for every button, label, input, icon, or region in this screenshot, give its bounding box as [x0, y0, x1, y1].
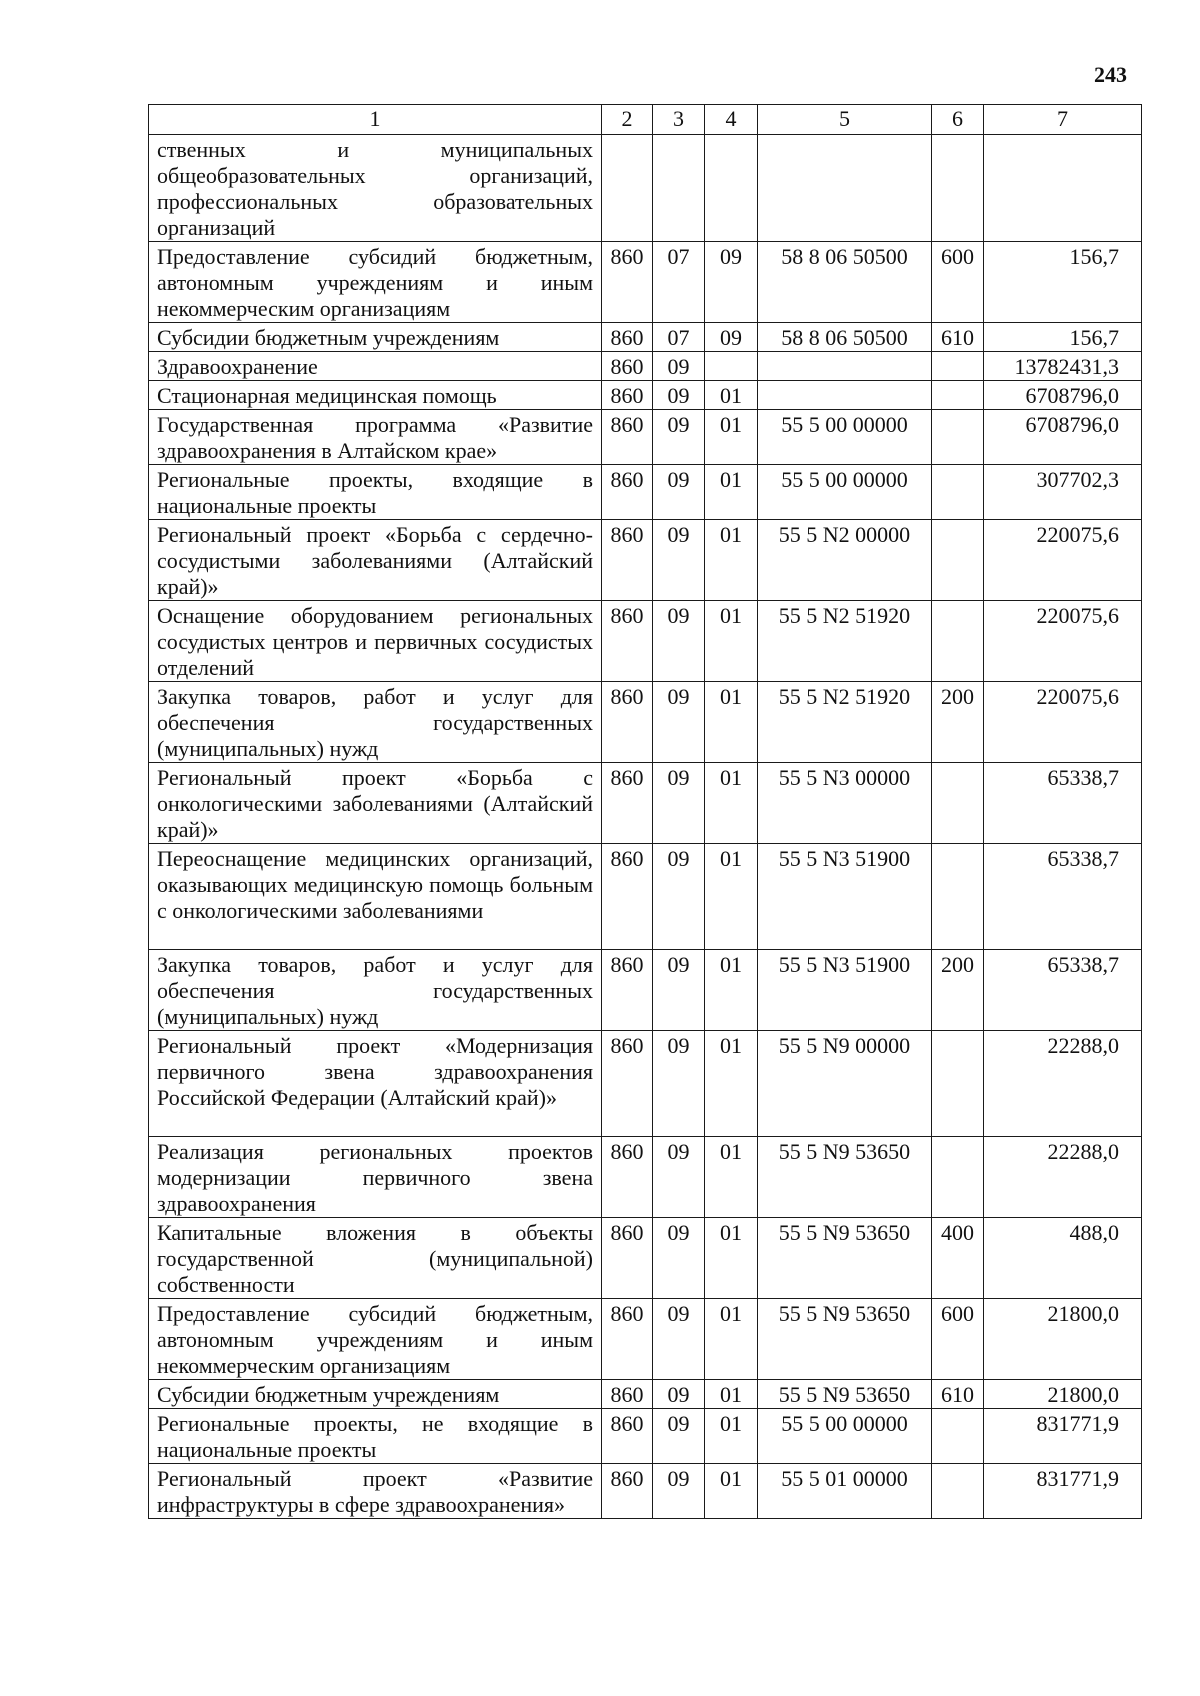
table-row — [149, 1380, 1142, 1409]
table-row — [149, 844, 1142, 950]
table-header — [149, 105, 1142, 135]
cell-amount: 6708796,0 — [984, 381, 1142, 410]
cell-section: 09 — [653, 1380, 705, 1409]
cell-target: 55 5 N2 51920 — [758, 682, 932, 763]
cell-expense-type: 610 — [932, 1380, 984, 1409]
cell-ministry — [602, 135, 653, 242]
cell-section: 09 — [653, 1464, 705, 1519]
cell-amount: 22288,0 — [984, 1137, 1142, 1218]
cell-amount: 21800,0 — [984, 1299, 1142, 1380]
table-row — [149, 1464, 1142, 1519]
cell-name: Стационарная медицинская помощь — [149, 381, 602, 410]
cell-name: ственных и муниципальных общеобразовательных организаций, профессиональных образовательных организаций — [149, 135, 602, 242]
cell-target: 55 5 N9 00000 — [758, 1031, 932, 1137]
cell-target: 55 5 N9 53650 — [758, 1299, 932, 1380]
cell-section: 09 — [653, 352, 705, 381]
table-row — [149, 352, 1142, 381]
cell-section: 09 — [653, 763, 705, 844]
cell-target — [758, 381, 932, 410]
table-row — [149, 381, 1142, 410]
cell-name: Здравоохранение — [149, 352, 602, 381]
table-body — [149, 135, 1142, 1519]
cell-subsection: 09 — [705, 323, 758, 352]
cell-target: 55 5 N9 53650 — [758, 1137, 932, 1218]
table-row — [149, 242, 1142, 323]
table-row — [149, 682, 1142, 763]
cell-name: Переоснащение медицинских организаций, оказывающих медицинскую помощь больным с онкологическими заболеваниями — [149, 844, 602, 950]
cell-ministry: 860 — [602, 682, 653, 763]
cell-name: Закупка товаров, работ и услуг для обеспечения государственных (муниципальных) нужд — [149, 950, 602, 1031]
table-row — [149, 1218, 1142, 1299]
cell-target: 55 5 N3 00000 — [758, 763, 932, 844]
cell-name: Капитальные вложения в объекты государственной (муниципальной) собственности — [149, 1218, 602, 1299]
cell-ministry: 860 — [602, 410, 653, 465]
cell-name: Субсидии бюджетным учреждениям — [149, 323, 602, 352]
table-row — [149, 1031, 1142, 1137]
cell-expense-type: 200 — [932, 682, 984, 763]
cell-name: Реализация региональных проектов модернизации первичного звена здравоохранения — [149, 1137, 602, 1218]
cell-expense-type — [932, 1409, 984, 1464]
cell-target: 55 5 N9 53650 — [758, 1218, 932, 1299]
column-header-expense-type: 6 — [932, 105, 984, 135]
cell-amount: 6708796,0 — [984, 410, 1142, 465]
cell-amount: 65338,7 — [984, 950, 1142, 1031]
cell-subsection: 01 — [705, 465, 758, 520]
cell-subsection: 01 — [705, 1218, 758, 1299]
cell-name: Предоставление субсидий бюджетным, автономным учреждениям и иным некоммерческим организациям — [149, 242, 602, 323]
cell-subsection: 01 — [705, 601, 758, 682]
cell-subsection: 01 — [705, 1380, 758, 1409]
column-header-ministry: 2 — [602, 105, 653, 135]
cell-ministry: 860 — [602, 1299, 653, 1380]
cell-expense-type: 600 — [932, 242, 984, 323]
table-row — [149, 465, 1142, 520]
cell-target: 58 8 06 50500 — [758, 323, 932, 352]
cell-section — [653, 135, 705, 242]
cell-ministry: 860 — [602, 465, 653, 520]
cell-subsection — [705, 352, 758, 381]
cell-name: Региональный проект «Борьба с сердечно-сосудистыми заболеваниями (Алтайский край)» — [149, 520, 602, 601]
cell-section: 09 — [653, 1218, 705, 1299]
budget-table — [148, 104, 1142, 1519]
cell-amount: 307702,3 — [984, 465, 1142, 520]
cell-ministry: 860 — [602, 950, 653, 1031]
cell-amount: 156,7 — [984, 242, 1142, 323]
cell-amount: 220075,6 — [984, 682, 1142, 763]
cell-amount: 831771,9 — [984, 1409, 1142, 1464]
cell-subsection: 01 — [705, 1137, 758, 1218]
cell-section: 09 — [653, 1137, 705, 1218]
cell-expense-type — [932, 135, 984, 242]
cell-subsection: 01 — [705, 381, 758, 410]
cell-ministry: 860 — [602, 1031, 653, 1137]
cell-amount: 156,7 — [984, 323, 1142, 352]
cell-section: 09 — [653, 844, 705, 950]
cell-expense-type: 200 — [932, 950, 984, 1031]
table-row — [149, 520, 1142, 601]
cell-expense-type — [932, 1137, 984, 1218]
cell-amount — [984, 135, 1142, 242]
cell-ministry: 860 — [602, 1464, 653, 1519]
cell-expense-type: 610 — [932, 323, 984, 352]
cell-section: 09 — [653, 520, 705, 601]
cell-target: 55 5 N3 51900 — [758, 844, 932, 950]
cell-subsection: 01 — [705, 682, 758, 763]
cell-subsection: 01 — [705, 1031, 758, 1137]
cell-ministry: 860 — [602, 381, 653, 410]
cell-subsection: 01 — [705, 1464, 758, 1519]
cell-subsection: 01 — [705, 844, 758, 950]
table-row — [149, 763, 1142, 844]
cell-amount: 488,0 — [984, 1218, 1142, 1299]
cell-expense-type — [932, 601, 984, 682]
cell-subsection: 01 — [705, 520, 758, 601]
cell-name: Региональные проекты, не входящие в национальные проекты — [149, 1409, 602, 1464]
column-header-subsection: 4 — [705, 105, 758, 135]
cell-target — [758, 352, 932, 381]
cell-amount: 65338,7 — [984, 844, 1142, 950]
cell-ministry: 860 — [602, 323, 653, 352]
cell-ministry: 860 — [602, 1380, 653, 1409]
cell-ministry: 860 — [602, 242, 653, 323]
cell-ministry: 860 — [602, 1218, 653, 1299]
cell-expense-type — [932, 465, 984, 520]
cell-name: Предоставление субсидий бюджетным, автономным учреждениям и иным некоммерческим организациям — [149, 1299, 602, 1380]
cell-expense-type: 600 — [932, 1299, 984, 1380]
table-row — [149, 1409, 1142, 1464]
table-row — [149, 410, 1142, 465]
cell-section: 09 — [653, 1409, 705, 1464]
cell-section: 09 — [653, 682, 705, 763]
cell-section: 09 — [653, 410, 705, 465]
cell-section: 09 — [653, 381, 705, 410]
column-header-target: 5 — [758, 105, 932, 135]
cell-subsection — [705, 135, 758, 242]
cell-expense-type: 400 — [932, 1218, 984, 1299]
table-row — [149, 601, 1142, 682]
cell-ministry: 860 — [602, 601, 653, 682]
cell-name: Закупка товаров, работ и услуг для обеспечения государственных (муниципальных) нужд — [149, 682, 602, 763]
column-header-name: 1 — [149, 105, 602, 135]
cell-amount: 21800,0 — [984, 1380, 1142, 1409]
cell-subsection: 01 — [705, 950, 758, 1031]
cell-target: 55 5 00 00000 — [758, 465, 932, 520]
cell-section: 07 — [653, 242, 705, 323]
header-row — [149, 105, 1142, 135]
table-row — [149, 1299, 1142, 1380]
cell-target — [758, 135, 932, 242]
cell-ministry: 860 — [602, 1409, 653, 1464]
cell-subsection: 01 — [705, 1299, 758, 1380]
cell-section: 09 — [653, 465, 705, 520]
cell-amount: 220075,6 — [984, 601, 1142, 682]
table-row — [149, 135, 1142, 242]
cell-expense-type — [932, 763, 984, 844]
cell-target: 55 5 N3 51900 — [758, 950, 932, 1031]
cell-expense-type — [932, 410, 984, 465]
cell-ministry: 860 — [602, 763, 653, 844]
cell-target: 55 5 N2 00000 — [758, 520, 932, 601]
cell-name: Субсидии бюджетным учреждениям — [149, 1380, 602, 1409]
column-header-section: 3 — [653, 105, 705, 135]
table-row — [149, 1137, 1142, 1218]
cell-expense-type — [932, 1464, 984, 1519]
cell-section: 09 — [653, 601, 705, 682]
page-number: 243 — [1094, 62, 1127, 87]
cell-subsection: 09 — [705, 242, 758, 323]
cell-target: 55 5 N2 51920 — [758, 601, 932, 682]
cell-name: Региональный проект «Борьба с онкологическими заболеваниями (Алтайский край)» — [149, 763, 602, 844]
cell-name: Оснащение оборудованием региональных сосудистых центров и первичных сосудистых отделений — [149, 601, 602, 682]
cell-target: 55 5 00 00000 — [758, 410, 932, 465]
cell-ministry: 860 — [602, 352, 653, 381]
cell-expense-type — [932, 1031, 984, 1137]
cell-amount: 831771,9 — [984, 1464, 1142, 1519]
cell-target: 55 5 N9 53650 — [758, 1380, 932, 1409]
cell-ministry: 860 — [602, 520, 653, 601]
cell-name: Региональные проекты, входящие в национальные проекты — [149, 465, 602, 520]
cell-amount: 65338,7 — [984, 763, 1142, 844]
cell-target: 55 5 00 00000 — [758, 1409, 932, 1464]
cell-target: 55 5 01 00000 — [758, 1464, 932, 1519]
cell-expense-type — [932, 520, 984, 601]
cell-section: 09 — [653, 1299, 705, 1380]
cell-subsection: 01 — [705, 1409, 758, 1464]
cell-name: Региональный проект «Модернизация первичного звена здравоохранения Российской Федерации (Алтайский край)» — [149, 1031, 602, 1137]
table-row — [149, 323, 1142, 352]
cell-expense-type — [932, 844, 984, 950]
cell-amount: 220075,6 — [984, 520, 1142, 601]
cell-expense-type — [932, 381, 984, 410]
cell-expense-type — [932, 352, 984, 381]
cell-section: 09 — [653, 1031, 705, 1137]
cell-subsection: 01 — [705, 410, 758, 465]
cell-section: 07 — [653, 323, 705, 352]
cell-section: 09 — [653, 950, 705, 1031]
column-header-amount: 7 — [984, 105, 1142, 135]
cell-ministry: 860 — [602, 844, 653, 950]
cell-target: 58 8 06 50500 — [758, 242, 932, 323]
cell-amount: 22288,0 — [984, 1031, 1142, 1137]
cell-amount: 13782431,3 — [984, 352, 1142, 381]
cell-subsection: 01 — [705, 763, 758, 844]
cell-name: Государственная программа «Развитие здравоохранения в Алтайском крае» — [149, 410, 602, 465]
cell-name: Региональный проект «Развитие инфраструктуры в сфере здравоохранения» — [149, 1464, 602, 1519]
cell-ministry: 860 — [602, 1137, 653, 1218]
table-row — [149, 950, 1142, 1031]
